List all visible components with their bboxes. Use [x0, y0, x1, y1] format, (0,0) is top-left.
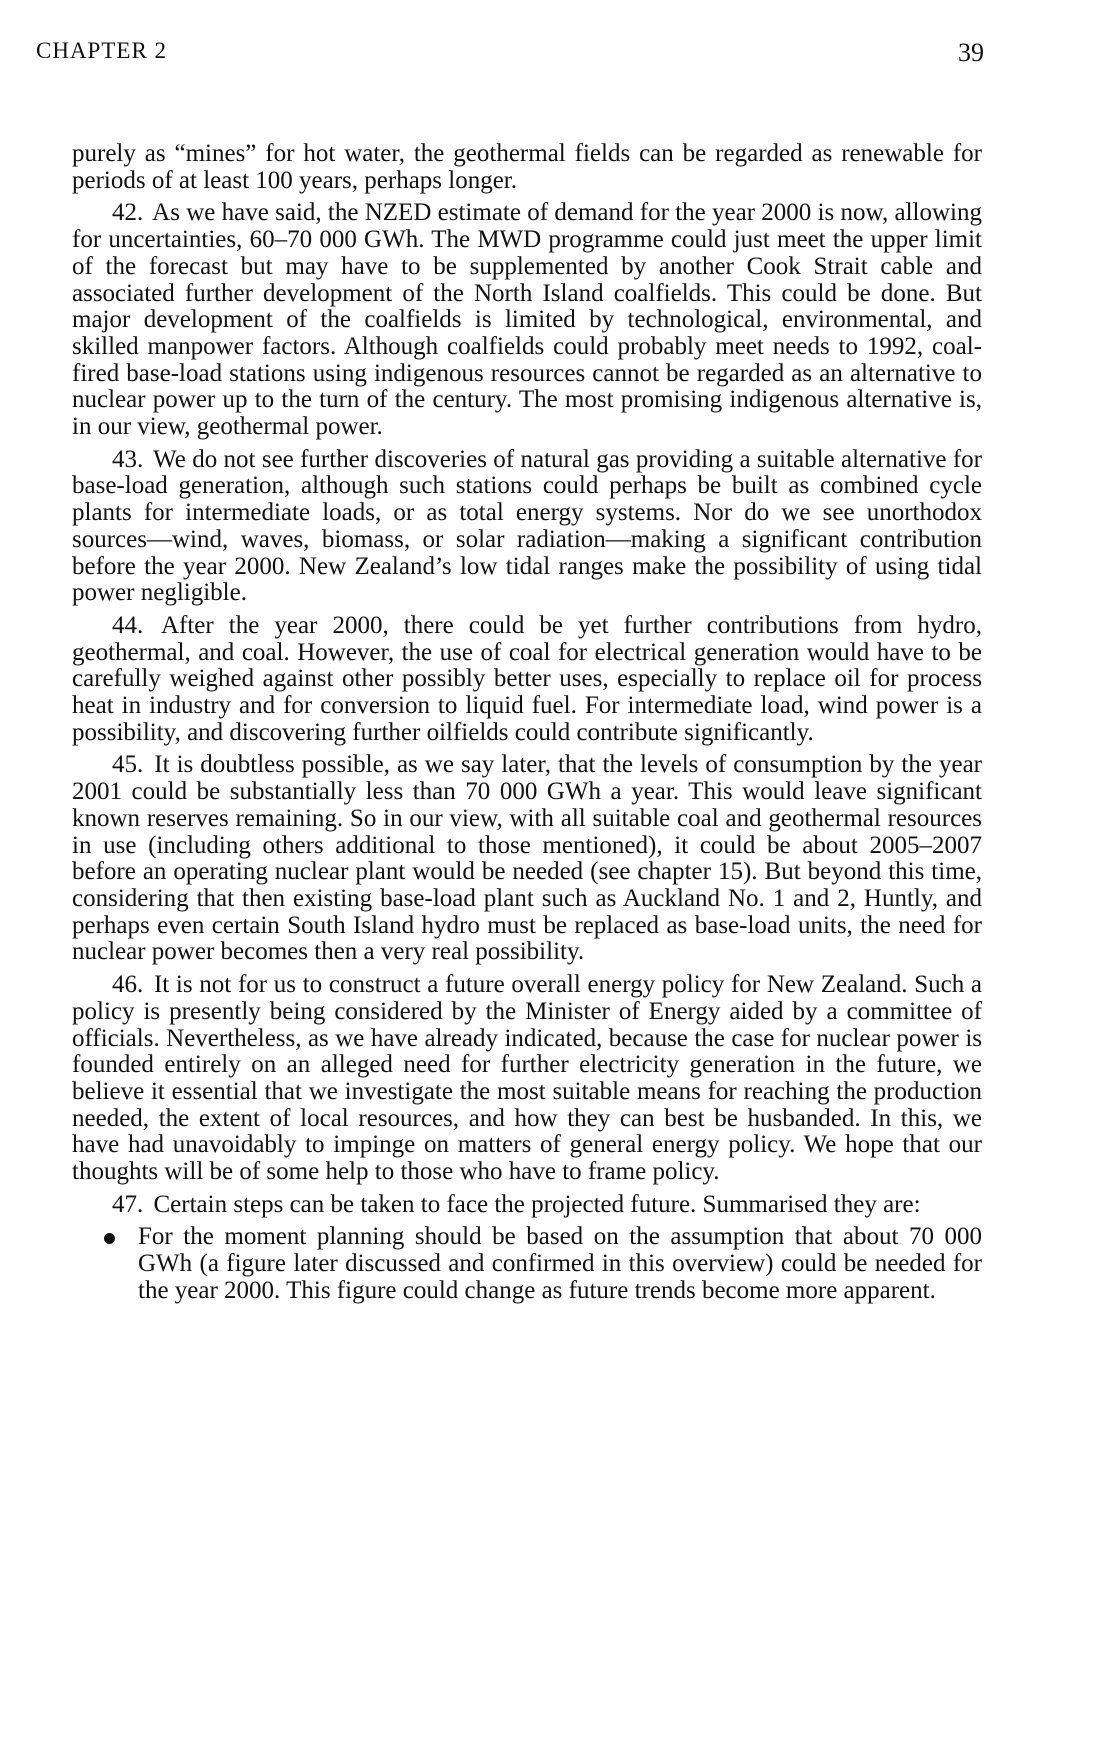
paragraph-43: [72, 447, 982, 607]
paragraph-text: It is doubtless possible, as we say later, that the levels of consumption by the year 2001 could be substantially less than 70 000 GWh a year. This would leave significant known reserves remaining. So in our view, with all suitable coal and geothermal resources in use (including others additional to those mentioned), it could be about 2005–2007 before an operating nuclear plant would be needed (see chapter 15). But beyond this time, considering that then existing base-load plant such as Auckland No. 1 and 2, Huntly, and perhaps even certain South Island hydro must be replaced as base-load units, the need for nuclear power becomes then a very real possibility.: [72, 751, 983, 966]
paragraph-text: It is not for us to construct a future overall energy policy for New Zealand. Such a policy is presently being considered by the Minister of Energy aided by a committee of officials. Nevertheless, as we have already indicated, because the case for nuclear power is founded entirely on an alleged need for further electricity generation in the future, we believe it essential that we investigate the most suitable means for reaching the production needed, the extent of local resources, and how they can best be husbanded. In this, we have had unavoidably to impinge on matters of general energy policy. We hope that our thoughts will be of some help to those who have to frame policy.: [72, 971, 982, 1186]
running-head: [36, 38, 984, 74]
paragraph-number: 47.: [112, 1190, 144, 1218]
paragraph-46: [72, 972, 982, 1186]
paragraph-continuation: [72, 141, 982, 194]
paragraph-text: Certain steps can be taken to face the projected future. Summarised they are:: [153, 1190, 921, 1218]
paragraph-text: As we have said, the NZED estimate of demand for the year 2000 is now, allowing for uncertainties, 60–70 000 GWh. The MWD programme could just meet the upper limit of the forecast but may have to be supplemented by another Cook Strait cable and associated further development of the North Island coalfields. This could be done. But major development of the coalfields is limited by technological, environmental, and skilled manpower factors. Although coalfields could probably meet needs to 1992, coal-fired base-load stations using indigenous resources cannot be regarded as an alternative to nuclear power up to the turn of the century. The most promising indigenous alternative is, in our view, geothermal power.: [72, 199, 982, 441]
paragraph-number: 46.: [112, 971, 144, 999]
paragraph-text: After the year 2000, there could be yet further contributions from hydro, geothermal, and coal. However, the use of coal for electrical generation would have to be carefully weighed against other possibly better uses, especially to replace oil for process heat in industry and for conversion to liquid fuel. For intermediate load, wind power is a possibility, and discovering further oilfields could contribute significantly.: [72, 611, 982, 746]
bullet-item: [72, 1224, 982, 1304]
paragraph-number: 43.: [112, 445, 144, 473]
paragraph-number: 45.: [112, 751, 144, 779]
chapter-label: CHAPTER 2: [36, 38, 168, 63]
paragraph-47: [72, 1192, 982, 1219]
paragraph-42: [72, 200, 982, 440]
bullet-list: [72, 1224, 982, 1304]
page-number: 39: [958, 38, 984, 67]
paragraph-44: [72, 613, 982, 747]
bullet-dot-icon: [104, 1233, 115, 1244]
bullet-text: For the moment planning should be based on the assumption that about 70 000 GWh (a figure later discussed and confirmed in this overview) could be needed for the year 2000. This figure could change as future trends become more apparent.: [138, 1223, 982, 1304]
paragraph-text: We do not see further discoveries of natural gas providing a suitable alternative for base-load generation, although such stations could perhaps be built as combined cycle plants for intermediate loads, or as total energy systems. Nor do we see unorthodox sources—wind, waves, biomass, or solar radiation—making a significant contribution before the year 2000. New Zealand’s low tidal ranges make the possibility of using tidal power negligible.: [72, 445, 982, 607]
paragraph-number: 44.: [112, 611, 144, 639]
paragraph-text: purely as “mines” for hot water, the geothermal fields can be regarded as renewable for periods of at least 100 years, perhaps longer.: [72, 140, 982, 194]
paragraph-45: [72, 752, 982, 966]
paragraph-number: 42.: [112, 199, 144, 227]
body-text: [72, 141, 982, 1305]
